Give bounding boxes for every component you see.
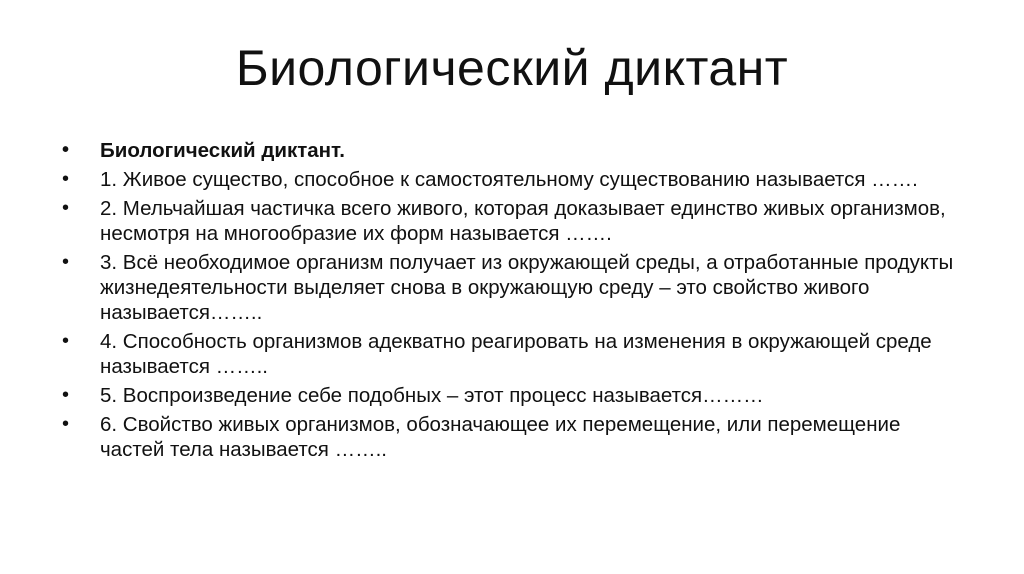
bullet-dot-icon: • bbox=[62, 251, 70, 273]
list-item-text: 3. Всё необходимое организм получает из окружающей среды, а отработанные продукты жизнедеятельности выделяет снова в окружающую среду – это свойство живого называется…….. bbox=[100, 251, 954, 324]
list-item-text: 5. Воспроизведение себе подобных – этот процесс называется……… bbox=[100, 384, 764, 407]
list-item-text: 2. Мельчайшая частичка всего живого, которая доказывает единство живых организмов, несмотря на многообразие их форм называется ……. bbox=[100, 197, 946, 245]
list-item bbox=[62, 383, 962, 408]
list-item-text: Биологический диктант. bbox=[100, 139, 345, 162]
list-item bbox=[62, 412, 962, 462]
list-item bbox=[62, 196, 962, 246]
list-item bbox=[62, 167, 962, 192]
list-item bbox=[62, 250, 962, 325]
bullet-dot-icon: • bbox=[62, 384, 70, 406]
bullet-dot-icon: • bbox=[62, 413, 70, 435]
list-item bbox=[62, 138, 962, 163]
bullet-dot-icon: • bbox=[62, 139, 70, 161]
bullet-dot-icon: • bbox=[62, 330, 70, 352]
list-item-text: 4. Способность организмов адекватно реагировать на изменения в окружающей среде называется …….. bbox=[100, 330, 932, 378]
bullet-dot-icon: • bbox=[62, 197, 70, 219]
list-item bbox=[62, 329, 962, 379]
list-item-text: 6. Свойство живых организмов, обозначающее их перемещение, или перемещение частей тела называется …….. bbox=[100, 413, 901, 461]
slide-title: Биологический диктант bbox=[235, 40, 789, 96]
bullet-list bbox=[62, 138, 962, 466]
list-item-text: 1. Живое существо, способное к самостоятельному существованию называется ……. bbox=[100, 168, 918, 191]
bullet-dot-icon: • bbox=[62, 168, 70, 190]
